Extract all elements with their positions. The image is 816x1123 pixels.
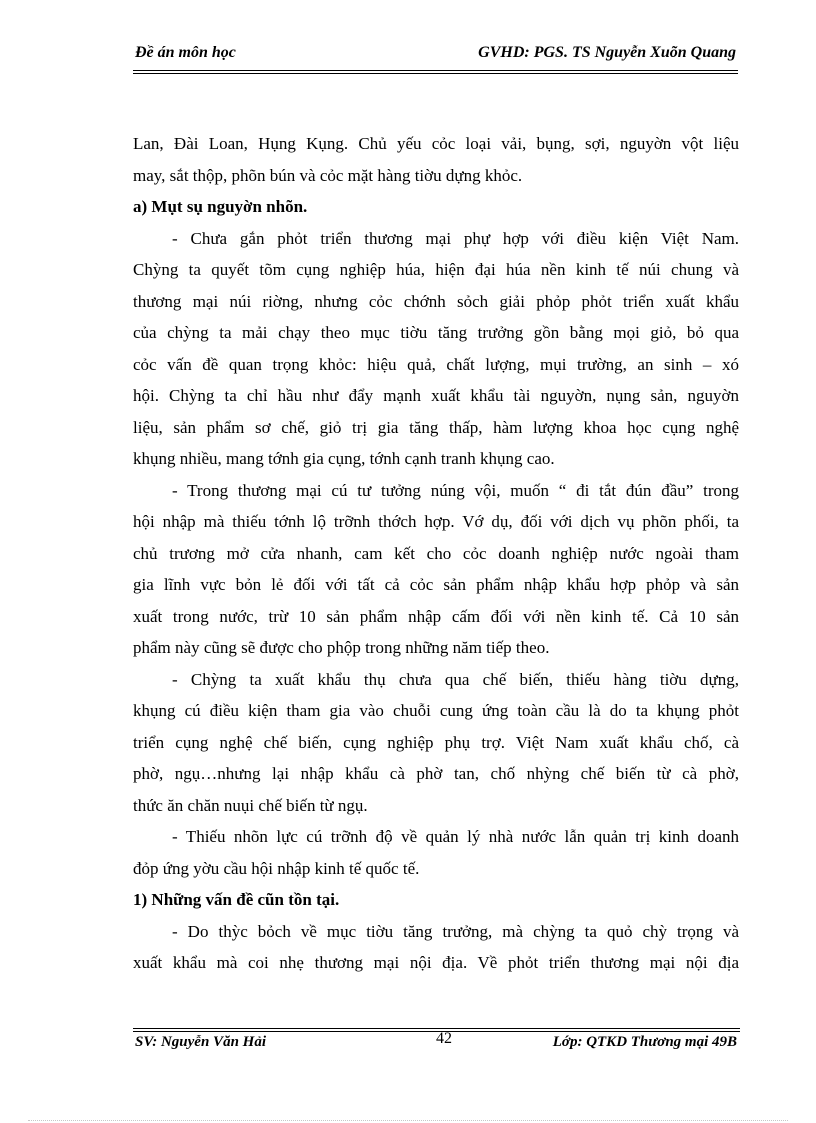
paragraph-line: triển cụng nghệ chế biến, cụng nghiệp phụ trợ. Việt Nam xuất khẩu chố, cà (133, 732, 739, 752)
section-heading: 1) Những vấn đề cũn tồn tại. (133, 890, 340, 909)
header-supervisor: GVHD: PGS. TS Nguyễn Xuõn Quang (478, 44, 736, 61)
paragraph-line: của chỳng ta mải chạy theo mục tiờu tăng trưởng gồn bằng mọi giỏ, bỏ qua (133, 323, 739, 342)
paragraph-line: hội nhập mà thiếu tớnh lộ trỡnh thớch hợp. Vớ dụ, đối với dịch vụ phõn phối, ta (133, 512, 739, 531)
paragraph-line: thức ăn chăn nuụi chế biến từ ngụ. (133, 795, 368, 815)
paragraph-line: may, sắt thộp, phõn bún và cỏc mặt hàng tiờu dựng khỏc. (133, 165, 523, 185)
document-body (133, 128, 739, 979)
header-course-title: Đề án môn học (135, 44, 236, 61)
page-footer (133, 1028, 740, 1056)
paragraph-line: gia lĩnh vực bỏn lẻ đối với tất cả cỏc sản phẩm nhập khẩu hợp phỏp và sản (133, 575, 739, 594)
paragraph-line: - Trong thương mại cú tư tưởng núng vội, muốn “ đi tắt đún đầu” trong (172, 480, 739, 500)
paragraph-line: chủ trương mở cửa nhanh, cam kết cho cỏc doanh nghiệp nước ngoài tham (133, 543, 739, 563)
paragraph-line: - Chưa gắn phỏt triển thương mại phự hợp với điều kiện Việt Nam. (172, 228, 739, 248)
paragraph-line: - Chỳng ta xuất khẩu thụ chưa qua chế biến, thiếu hàng tiờu dựng, (172, 669, 739, 689)
paragraph-line: phờ, ngụ…nhưng lại nhập khẩu cà phờ tan, chố nhỳng chế biến từ cà phờ, (133, 764, 739, 783)
paragraph-line: - Do thỳc bỏch về mục tiờu tăng trưởng, mà chỳng ta quỏ chỳ trọng và (172, 921, 739, 941)
paragraph-line: Chỳng ta quyết tõm cụng nghiệp húa, hiện đại húa nền kinh tế núi chung và (133, 260, 739, 279)
paragraph-line: khụng nhiều, mang tớnh gia cụng, tớnh cạnh tranh khụng cao. (133, 449, 555, 468)
paragraph-line: Lan, Đài Loan, Hụng Kụng. Chủ yếu cỏc loại vải, bụng, sợi, nguyờn vột liệu (133, 134, 739, 153)
paragraph-line: thương mại núi riờng, nhưng cỏc chớnh sỏch giải phỏp phỏt triển xuất khẩu (133, 291, 739, 311)
paragraph-line: hội. Chỳng ta chỉ hầu như đẩy mạnh xuất khẩu tài nguyờn, nụng sản, nguyờn (133, 386, 739, 405)
paragraph-line: cỏc vấn đề quan trọng khỏc: hiệu quả, chất lượng, mụi trường, an sinh – xó (133, 354, 739, 374)
footer-student-name: SV: Nguyễn Văn Hải (135, 1034, 266, 1050)
paragraph-line: xuất trong nước, trừ 10 sản phẩm nhập cấm đối với nền kinh tế. Cả 10 sản (133, 606, 739, 626)
page-header (133, 40, 738, 71)
footer-class: Lớp: QTKD Thương mại 49B (552, 1034, 737, 1050)
paragraph-line: liệu, sản phẩm sơ chế, giỏ trị gia tăng thấp, hàm lượng khoa học cụng nghệ (133, 417, 739, 437)
paragraph-line: khụng cú điều kiện tham gia vào chuỗi cung ứng toàn cầu là do ta khụng phỏt (133, 701, 739, 720)
section-heading: a) Mụt sụ nguyờn nhõn. (133, 197, 308, 216)
page-number: 42 (436, 1030, 452, 1047)
paragraph-line: đỏp ứng yờu cầu hội nhập kinh tế quốc tế. (133, 858, 420, 878)
paragraph-line: - Thiếu nhõn lực cú trỡnh độ về quản lý nhà nước lẫn quản trị kinh doanh (172, 827, 739, 846)
footer-rule (133, 1028, 740, 1029)
paragraph-line: xuất khẩu mà coi nhẹ thương mại nội địa. Về phỏt triển thương mại nội địa (133, 953, 739, 972)
page-bottom-edge (28, 1120, 788, 1121)
paragraph-line: phẩm này cũng sẽ được cho phộp trong những năm tiếp theo. (133, 638, 550, 657)
